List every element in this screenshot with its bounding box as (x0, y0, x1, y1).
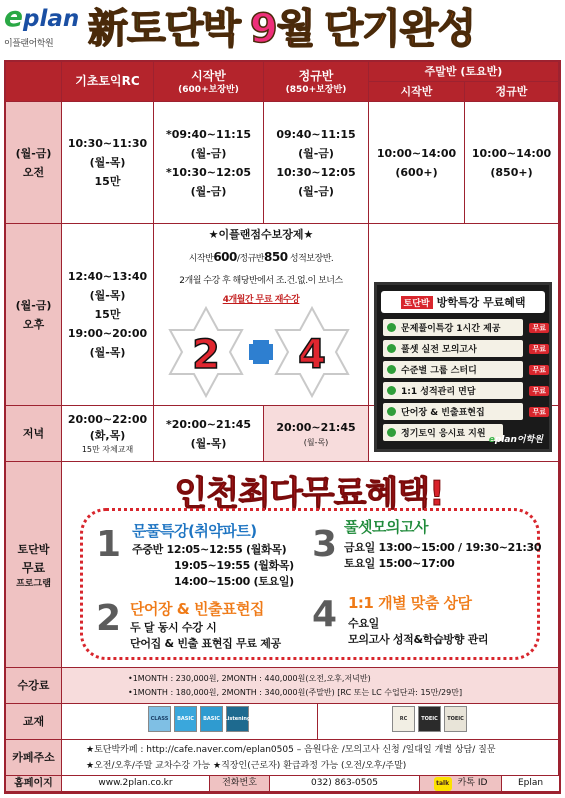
level: (850+) (490, 165, 533, 179)
g-suffix: 성적보장반. (287, 254, 334, 264)
free-tag: 무료 (529, 407, 549, 417)
benefit-1-line: 19:05~19:55 (월화목) (174, 559, 294, 572)
time: 19:00~20:00 (67, 327, 148, 340)
benefit-3-line: 금요일 13:00~15:00 / 19:30~21:30 (344, 541, 542, 554)
bullet-icon (387, 407, 396, 416)
kakao-id[interactable]: Eplan (502, 776, 559, 792)
bullet-icon (387, 428, 396, 437)
benefit-2-heading: 단어장 & 빈출표현집 (130, 600, 264, 618)
textbook-cover: BASIC (174, 706, 197, 732)
g-regular: /정규반 (236, 254, 264, 264)
banner-new: 新 (88, 5, 127, 52)
poster-item (383, 340, 546, 357)
poster-item (383, 403, 546, 420)
time: 20:00~22:00 (67, 412, 148, 426)
poster-title-text: 방학특강 무료혜택 (436, 296, 526, 309)
row-morning-days: (월-금) (15, 146, 52, 160)
time: *09:40~11:15 (166, 127, 251, 141)
col-header-weekend: 주말반 (토요반) (369, 62, 559, 82)
benefit-3-number: 3 (312, 524, 338, 565)
kakao-label-cell (420, 776, 502, 792)
days: (월-목) (303, 438, 329, 447)
poster-item-text: 정기토익 응시료 지원 (401, 429, 486, 439)
star-right-number: 4 (298, 332, 326, 378)
kakao-talk-icon: talk (434, 777, 452, 791)
row-label-evening: 저녁 (6, 406, 62, 462)
morning-weekend-regular-cell (465, 102, 559, 224)
benefit-1-line: 주중반 12:05~12:55 (월화목) (132, 543, 287, 556)
cafe-cell (62, 740, 559, 776)
col-start-label: 시작반 (191, 68, 226, 83)
col-header-weekend-start: 시작반 (369, 82, 465, 102)
phone-label: 전화번호 (210, 776, 270, 792)
morning-regular-cell (264, 102, 369, 224)
fee-line-2: •1MONTH : 180,000원, 2MONTH : 340,000원(주말반) [RC 또는 LC 수업단과: 15만/29만] (128, 687, 463, 697)
guarantee-line-1 (156, 250, 366, 264)
guarantee-line-3: 4개월간 무료 재수강 (222, 295, 300, 305)
bullet-icon (387, 386, 396, 395)
textbook-cover: TOEIC (444, 706, 467, 732)
time: 10:30~12:05 (276, 165, 356, 179)
time: 10:00~14:00 (376, 146, 457, 160)
textbook-cover: CLASS (148, 706, 171, 732)
logo-word: plan (23, 6, 80, 32)
benefit-1-number: 1 (96, 524, 122, 565)
banner-month: 9월 (249, 6, 315, 52)
bullet-icon (387, 344, 396, 353)
time: 20:00~21:45 (276, 421, 356, 434)
free-tag: 무료 (529, 323, 549, 333)
time: 12:40~13:40 (67, 270, 148, 283)
poster-item (383, 319, 546, 336)
row-label-afternoon (6, 224, 62, 406)
benefit-2-number: 2 (96, 598, 122, 639)
afternoon-basic-cell (62, 224, 154, 406)
time: *10:30~12:05 (166, 165, 251, 179)
banner-todan: 토단 (127, 6, 203, 52)
benefit-2-line: 단어집 & 빈출 표현집 무료 제공 (130, 637, 281, 650)
homepage-url[interactable]: www.2plan.co.kr (62, 776, 210, 792)
corner-header (6, 62, 62, 102)
benefit-4-heading: 1:1 개별 맞춤 상담 (348, 594, 472, 612)
poster-item-text: 수준별 그룹 스터디 (401, 366, 477, 376)
col-regular-label: 정규반 (298, 68, 334, 83)
col-header-weekend-regular: 정규반 (465, 82, 559, 102)
poster-item-text: 풀셋 실전 모의고사 (401, 345, 477, 355)
textbook-cover: BASIC (200, 706, 223, 732)
program-label-1: 토단박 (17, 542, 50, 556)
kakao-label: 카톡 ID (457, 778, 488, 788)
g-start-score: 600 (213, 250, 237, 264)
textbook-cover: RC (392, 706, 415, 732)
row-label-fee: 수강료 (6, 668, 62, 704)
program-label-3: 프로그램 (16, 578, 51, 589)
benefit-4-line: 모의고사 성적&학습방향 관리 (348, 633, 489, 646)
row-label-morning (6, 102, 62, 224)
star-graphic (166, 304, 356, 404)
days: (월-금) (298, 146, 334, 160)
level: (600+) (395, 165, 438, 179)
time: 10:00~14:00 (471, 146, 552, 160)
days: (화,목) (89, 428, 126, 442)
morning-weekend-start-cell (369, 102, 465, 224)
poster-brand-letter: e (488, 435, 495, 445)
row-label-homepage: 홈페이지 (6, 776, 62, 792)
benefit-2-line: 두 달 동시 수강 시 (130, 621, 217, 634)
page-header (0, 0, 565, 58)
benefit-4-line: 수요일 (348, 617, 379, 630)
row-label-textbook: 교재 (6, 704, 62, 740)
free-tag: 무료 (529, 344, 549, 354)
days: (월-목) (89, 346, 126, 359)
vacation-event-poster (374, 282, 552, 452)
time: 10:30~11:30 (67, 137, 148, 150)
days: (월-목) (190, 436, 227, 450)
col-header-regular (264, 62, 369, 102)
poster-item (383, 361, 546, 378)
benefit-1-line: 14:00~15:00 (토요일) (174, 575, 294, 588)
evening-start-cell (154, 406, 264, 462)
star-left-number: 2 (192, 332, 220, 378)
col-header-basic: 기초토익RC (62, 62, 154, 102)
poster-title (381, 291, 545, 313)
days: (월-금) (190, 184, 227, 198)
logo-subtitle: 이플랜어학원 (4, 39, 54, 49)
poster-item-text: 1:1 성적관리 면담 (401, 387, 476, 397)
time: 09:40~11:15 (276, 127, 356, 141)
row-label-cafe: 카페주소 (6, 740, 62, 776)
poster-item (383, 382, 546, 399)
benefits-title: 인천최다무료혜택! (174, 474, 444, 514)
poster-brand-word: plan어학원 (494, 435, 543, 445)
morning-basic-cell (62, 102, 154, 224)
col-start-sub: (600+보장반) (178, 84, 239, 95)
cafe-line-1[interactable]: ★토단박카페 : http://cafe.naver.com/eplan0505 – 음원다운 /모의고사 신청 /일대일 개별 상담/ 질문 (86, 744, 496, 755)
row-label-program (6, 462, 62, 668)
poster-item-text: 단어장 & 빈출표현집 (401, 408, 485, 418)
textbook-cover: Listening (226, 706, 249, 732)
benefit-4-number: 4 (312, 594, 338, 635)
price: 15만 (94, 175, 121, 188)
textbook-cover: TOEIC (418, 706, 441, 732)
guarantee-line-2: 2개월 수강 후 해당반에서 조.건.없.이 보너스 (179, 276, 343, 286)
days: (월-목) (89, 156, 126, 169)
g-regular-score: 850 (264, 250, 288, 264)
row-afternoon-label: 오후 (22, 317, 45, 331)
cafe-line-2: ★오전/오후/주말 교차수강 가능 ★직장인(근로자) 환급과정 가능 (오전/오후/주말) (86, 760, 407, 771)
col-header-start (154, 62, 264, 102)
banner-bak: 박 (202, 6, 240, 52)
main-banner-title (88, 4, 558, 54)
morning-start-cell (154, 102, 264, 224)
benefit-3-line: 토요일 15:00~17:00 (344, 557, 455, 570)
g-start: 시작반 (188, 254, 214, 264)
evening-basic-cell (62, 406, 154, 462)
days: (월-목) (89, 289, 126, 302)
evening-regular-cell (264, 406, 369, 462)
row-afternoon-days: (월-금) (15, 298, 52, 312)
poster-badge: 토단박 (401, 296, 433, 309)
free-tag: 무료 (529, 386, 549, 396)
price-note: 15만 자체교재 (81, 444, 134, 454)
col-regular-sub: (850+보장반) (285, 84, 347, 95)
program-label-2: 무료 (21, 560, 46, 575)
time: *20:00~21:45 (166, 417, 251, 431)
plus-vertical (253, 340, 269, 364)
guarantee-title: ★이플랜점수보장제★ (208, 228, 314, 241)
bullet-icon (387, 365, 396, 374)
price: 15만 (94, 308, 121, 321)
row-morning-label: 오전 (22, 165, 45, 179)
days: (월-금) (298, 184, 334, 198)
poster-item-text: 문제풀이특강 1시간 제공 (401, 324, 501, 334)
fee-cell (62, 668, 559, 704)
poster-brand (489, 432, 543, 445)
free-tag: 무료 (529, 365, 549, 375)
eplan-logo[interactable] (4, 0, 80, 54)
logo-letter: e (4, 0, 23, 33)
banner-short-term: 단기완성 (324, 6, 475, 52)
poster-item (383, 424, 503, 441)
benefit-3-heading: 풀셋모의고사 (344, 518, 428, 536)
phone-number[interactable]: 032) 863-0505 (270, 776, 420, 792)
days: (월-금) (190, 146, 227, 160)
bullet-icon (387, 323, 396, 332)
fee-line-1: •1MONTH : 230,000원, 2MONTH : 440,000원(오전,오후,저녁반) (128, 673, 371, 683)
benefit-1-heading: 문풀특강(취약파트) (132, 522, 257, 540)
logo-mark (4, 0, 80, 33)
